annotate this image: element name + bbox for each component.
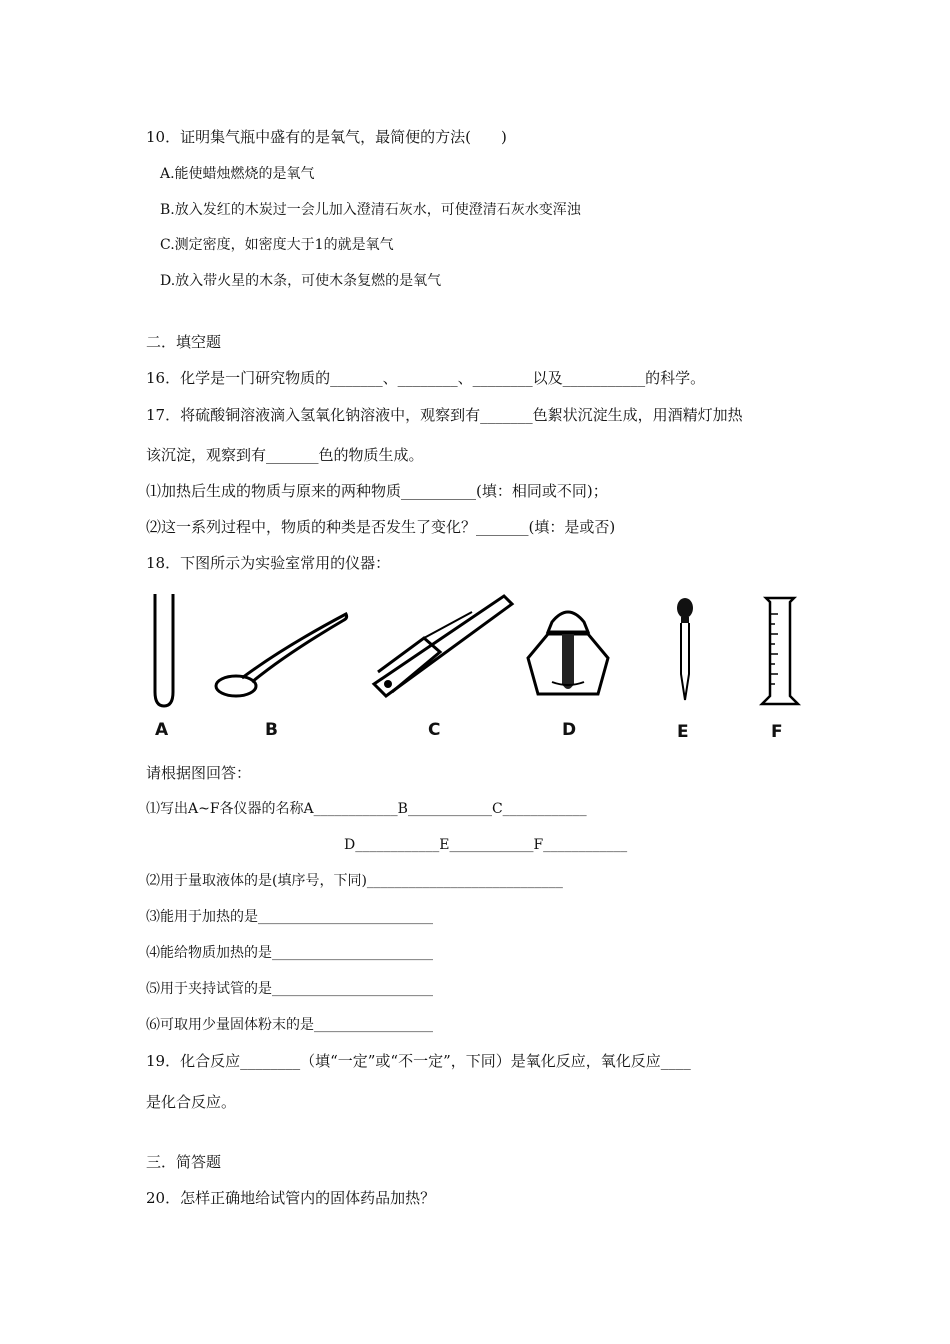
q18-sub-2: ⑵用于量取液体的是(填序号，下同)____________________________ — [146, 873, 563, 889]
q17-line-2: 该沉淀，观察到有_______色的物质生成。 — [146, 446, 424, 464]
q18-sub-3: ⑶能用于加热的是_________________________ — [146, 909, 433, 925]
q18-prompt: 请根据图回答： — [146, 764, 252, 782]
figure-label-e: E — [677, 722, 689, 742]
q18-stem: 18．下图所示为实验室常用的仪器： — [146, 554, 391, 572]
figure-label-a: A — [155, 720, 169, 740]
q18-sub-1-line-2: D____________E____________F____________ — [344, 837, 628, 853]
figure-label-d: D — [562, 720, 577, 740]
q10-option-c: C.测定密度，如密度大于1的就是氧气 — [160, 237, 394, 253]
q18-sub-6: ⑹可取用少量固体粉末的是_________________ — [146, 1017, 433, 1033]
q18-sub-1-line-1: ⑴写出A~F各仪器的名称A____________B____________C____________ — [146, 801, 587, 817]
q10-stem: 10．证明集气瓶中盛有的是氧气，最简便的方法( ) — [146, 128, 507, 146]
q18-sub-5: ⑸用于夹持试管的是_______________________ — [146, 981, 433, 997]
q16: 16．化学是一门研究物质的_______、________、________以及___________的科学。 — [146, 369, 706, 387]
figure-label-b: B — [265, 720, 278, 740]
q17-sub-1: ⑴加热后生成的物质与原来的两种物质__________(填：相同或不同)； — [146, 482, 608, 500]
q10-option-d: D.放入带火星的木条，可使木条复燃的是氧气 — [160, 273, 442, 289]
q20: 20．怎样正确地给试管内的固体药品加热？ — [146, 1189, 436, 1207]
q19-line-1: 19．化合反应________（填“一定”或“不一定”，下同）是氧化反应，氧化反应____ — [146, 1052, 691, 1070]
figure-label-f: F — [771, 722, 783, 742]
q17-line-1: 17．将硫酸铜溶液滴入氢氧化钠溶液中，观察到有_______色絮状沉淀生成，用酒精灯加热 — [146, 406, 743, 424]
q18-sub-4: ⑷能给物质加热的是_______________________ — [146, 945, 433, 961]
figure-label-c: C — [428, 720, 441, 740]
alcohol-lamp-icon — [522, 598, 614, 700]
test-tube-icon — [150, 592, 178, 710]
dropper-icon — [672, 596, 698, 706]
test-tube-holder-icon — [368, 592, 516, 702]
q10-option-a: A.能使蜡烛燃烧的是氧气 — [160, 166, 315, 182]
graduated-cylinder-icon — [758, 594, 804, 710]
section-2-heading: 二．填空题 — [146, 333, 222, 351]
medicine-spoon-icon — [212, 608, 352, 700]
lab-apparatus-figure — [146, 588, 810, 746]
section-3-heading: 三．简答题 — [146, 1153, 222, 1171]
q17-sub-2: ⑵这一系列过程中，物质的种类是否发生了变化？_______(填：是或否) — [146, 518, 616, 536]
q10-option-b: B.放入发红的木炭过一会儿加入澄清石灰水，可使澄清石灰水变浑浊 — [160, 202, 581, 218]
q19-line-2: 是化合反应。 — [146, 1093, 237, 1111]
